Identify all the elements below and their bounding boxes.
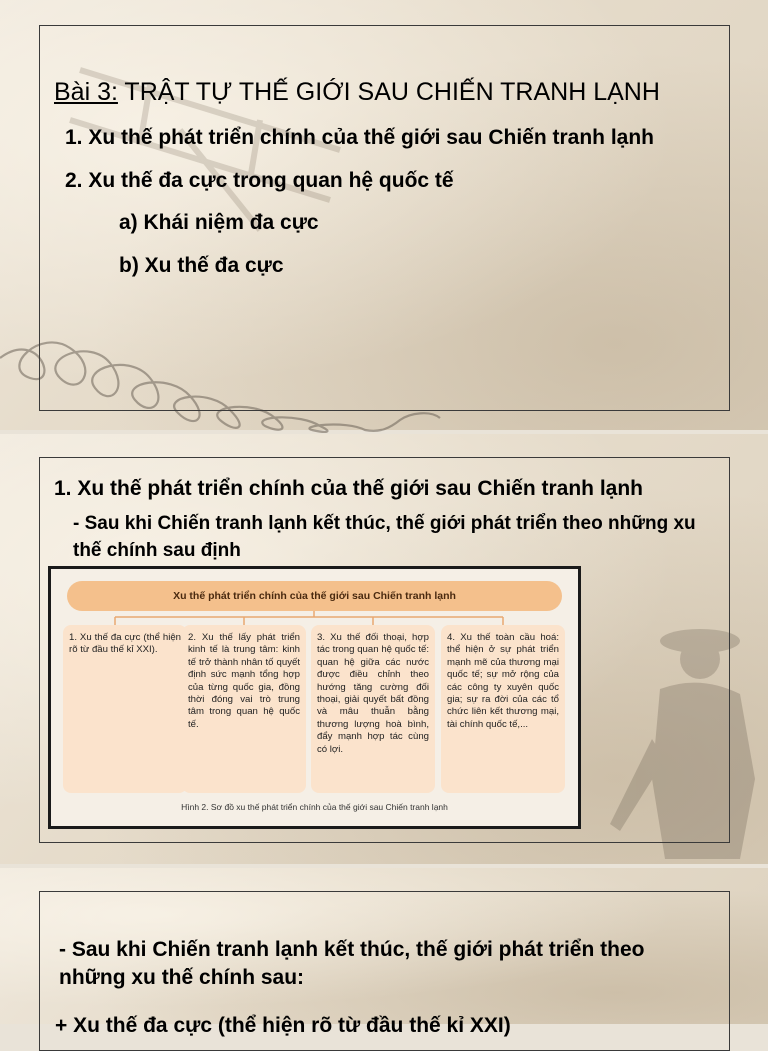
outline-item-2: 2. Xu thế đa cực trong quan hệ quốc tế (65, 169, 454, 192)
trends-diagram (48, 566, 581, 829)
slide-3-intro-line-1: - Sau khi Chiến tranh lạnh kết thúc, thế giới phát triển theo (59, 938, 645, 961)
section-heading: 1. Xu thế phát triển chính của thế giới sau Chiến tranh lạnh (54, 477, 643, 500)
trend-box-1: 1. Xu thế đa cực (thể hiện rõ từ đầu thế kỉ XXI). (63, 625, 187, 793)
lesson-title-text: TRẬT TỰ THẾ GIỚI SAU CHIẾN TRANH LẠNH (117, 78, 660, 106)
trend-box-2: 2. Xu thế lấy phát triển kinh tế là trung tâm: kinh tế trở thành nhân tố quyết định sức mạnh tổng hợp của từng quốc gia, đồng thời đóng vai trò trung tâm trong quan hệ quốc tế. (182, 625, 306, 793)
lesson-number: Bài 3: (54, 78, 118, 106)
lesson-title (54, 78, 660, 107)
slide-1 (0, 0, 768, 430)
slide-3-bullet-1: + Xu thế đa cực (thể hiện rõ từ đầu thế kỉ XXI) (55, 1014, 511, 1037)
outline-item-1: 1. Xu thế phát triển chính của thế giới sau Chiến tranh lạnh (65, 126, 654, 149)
slide-3 (0, 868, 768, 1037)
section-intro-text: - Sau khi Chiến tranh lạnh kết thúc, thế giới phát triển theo những xu thế chính sau định (73, 513, 696, 561)
outline-item-2b: b) Xu thế đa cực (119, 254, 284, 277)
diagram-header: Xu thế phát triển chính của thế giới sau Chiến tranh lạnh (67, 581, 562, 611)
trend-box-3: 3. Xu thế đối thoại, hợp tác trong quan hệ quốc tế: quan hệ giữa các nước được điều chỉnh theo hướng tăng cường đối thoại, giải quyết bất đồng và mâu thuẫn bằng thương lượng hoà bình, đẩy mạnh hợp tác cùng có lợi. (311, 625, 435, 793)
outline-item-2a: a) Khái niệm đa cực (119, 211, 319, 234)
slide-3-intro-line-2: những xu thế chính sau: (59, 966, 305, 989)
trend-box-4: 4. Xu thế toàn cầu hoá: thể hiện ở sự phát triển mạnh mẽ của thương mại quốc tế; sự mở rộng của các công ty xuyên quốc gia; sự ra đời của các tổ chức liên kết thương mại, tài chính quốc tế,... (441, 625, 565, 793)
diagram-caption: Hình 2. Sơ đồ xu thế phát triển chính của thế giới sau Chiến tranh lạnh (181, 802, 448, 812)
slide-2 (0, 434, 768, 864)
diagram-connectors (51, 569, 578, 629)
